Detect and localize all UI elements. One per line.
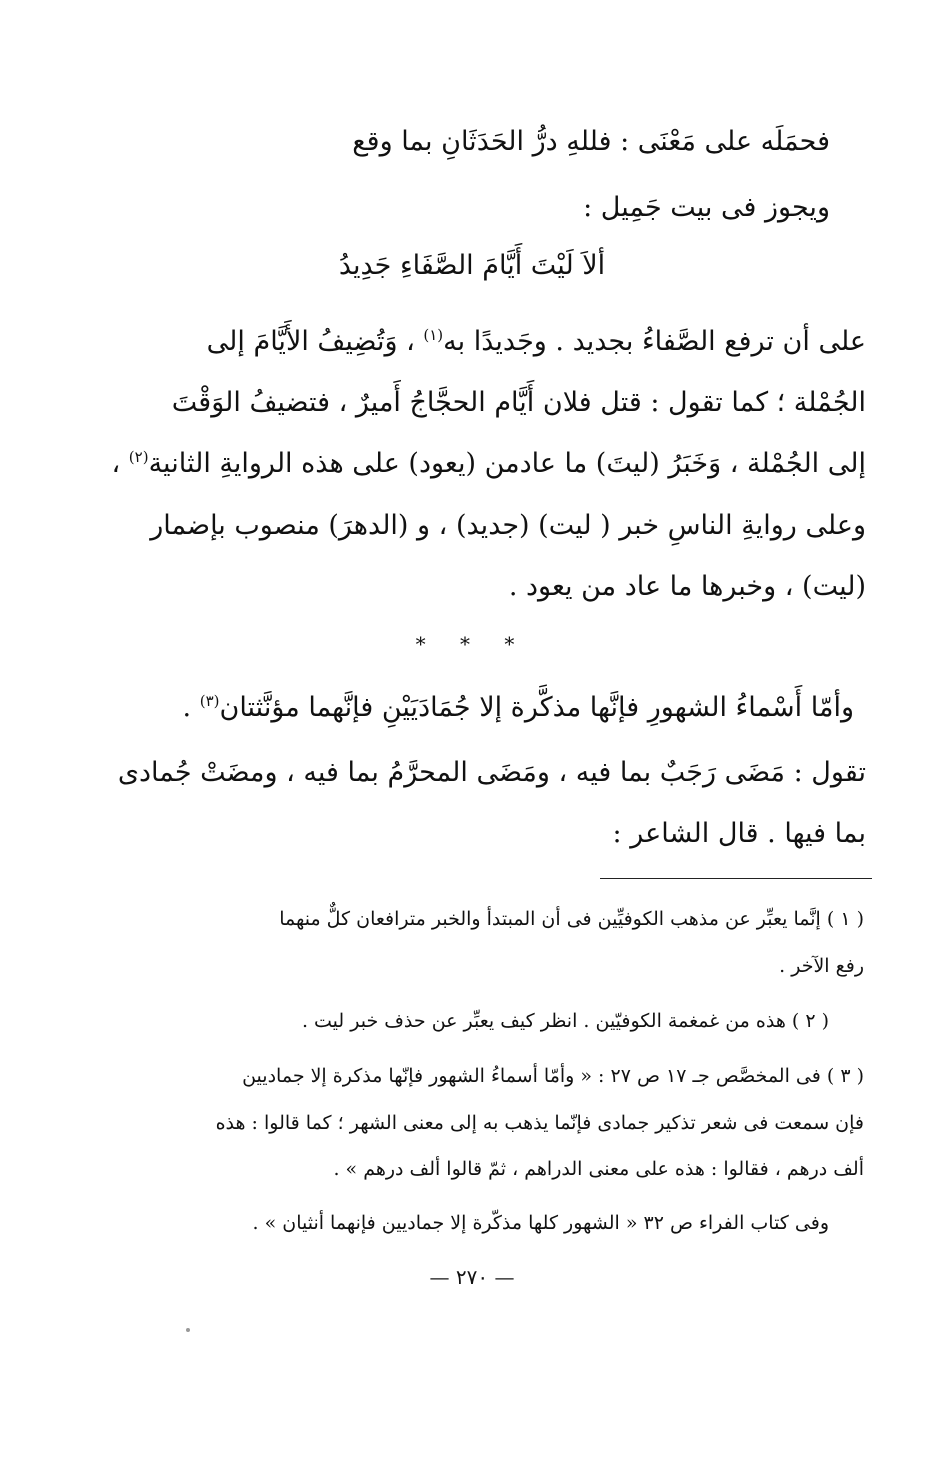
- body-line-7: وعلى روايةِ الناسِ خبر ( ليت) (جديد) ، و (الدهرَ) منصوب بإضمار: [150, 510, 866, 541]
- body-line-8: (ليت) ، وخبرها ما عاد من يعود .: [508, 571, 866, 602]
- body-line-2: ويجوز فى بيت جَمِيل :: [583, 192, 830, 223]
- footnote-1-line-2: رفع الآخر .: [779, 955, 864, 977]
- footnote-divider: [600, 878, 872, 879]
- footnote-2: ( ٢ ) هذه من غمغمة الكوفيّين . انظر كيف يعبِّر عن حذف خبر ليت .: [301, 1010, 829, 1032]
- footnote-3-line-3: ألف درهم ، فقالوا : هذه على معنى الدراهم ، ثمّ قالوا ألف درهم » .: [333, 1158, 864, 1180]
- body-line-11: بما فيها . قال الشاعر :: [612, 818, 866, 849]
- body-line-9-text-b: .: [182, 692, 200, 723]
- body-line-6-text-a: إلى الجُمْلة ، وَخَبَرُ (ليتَ) ما عادمن (يعود) على هذه الروايةِ الثانية: [148, 448, 866, 479]
- page-number: — ٢٧٠ —: [429, 1265, 515, 1289]
- body-line-6-text-b: ،: [111, 448, 129, 479]
- footnote-3-line-1: ( ٣ ) فى المخصَّص جـ ١٧ ص ٢٧ : « وأمّا أسماءُ الشهور فإنّها مذكرة إلا جماديين: [242, 1065, 864, 1087]
- body-line-1: فحمَلَه على مَعْنَى : فللهِ درُّ الحَدَثَانِ بما وقع: [352, 126, 830, 157]
- footnote-3-line-4: وفى كتاب الفراء ص ٣٢ « الشهور كلها مذكّرة إلا جماديين فإنهما أنثيان » .: [252, 1212, 829, 1234]
- scan-speck: [186, 1328, 190, 1332]
- body-line-9: [183, 692, 854, 723]
- footnote-ref-1: (١): [423, 326, 444, 344]
- verse-line: ألاَ لَيْتَ أَيَّامَ الصَّفَاءِ جَدِيدُ: [338, 250, 606, 281]
- body-line-9-text-a: وأمّا أَسْماءُ الشهورِ فإنَّها مذكَّرة إلا جُمَادَيَيْنِ فإنَّهما مؤنَّثتان: [219, 692, 854, 723]
- footnote-3-line-2: فإن سمعت فى شعر تذكير جمادى فإنّما يذهب به إلى معنى الشهر ؛ كما قالوا : هذه: [215, 1112, 864, 1134]
- body-line-6: [112, 448, 867, 479]
- footnote-1-line-1: ( ١ ) إنَّما يعبِّر عن مذهب الكوفيِّين فى أن المبتدأ والخبر مترافعان كلٌّ منهما: [279, 908, 864, 930]
- section-separator: * * *: [415, 632, 529, 656]
- body-line-5: الجُمْلة ؛ كما تقول : قتل فلان أَيَّام الحجَّاجُ أَميرٌ ، فتضيفُ الوَقْتَ: [171, 387, 866, 418]
- body-line-10: تقول : مَضَى رَجَبٌ بما فيه ، ومَضَى المحرَّمُ بما فيه ، ومضَتْ جُمادى: [117, 757, 866, 788]
- body-line-4-text-b: ، وَتُضِيفُ الأَيَّامَ إلى: [206, 326, 424, 357]
- footnote-ref-3: (٣): [199, 692, 220, 710]
- body-line-4-text-a: على أن ترفع الصَّفاءُ بجديد . وجَديدًا به: [443, 326, 866, 357]
- footnote-ref-2: (٢): [128, 448, 149, 466]
- body-line-4: [207, 326, 866, 357]
